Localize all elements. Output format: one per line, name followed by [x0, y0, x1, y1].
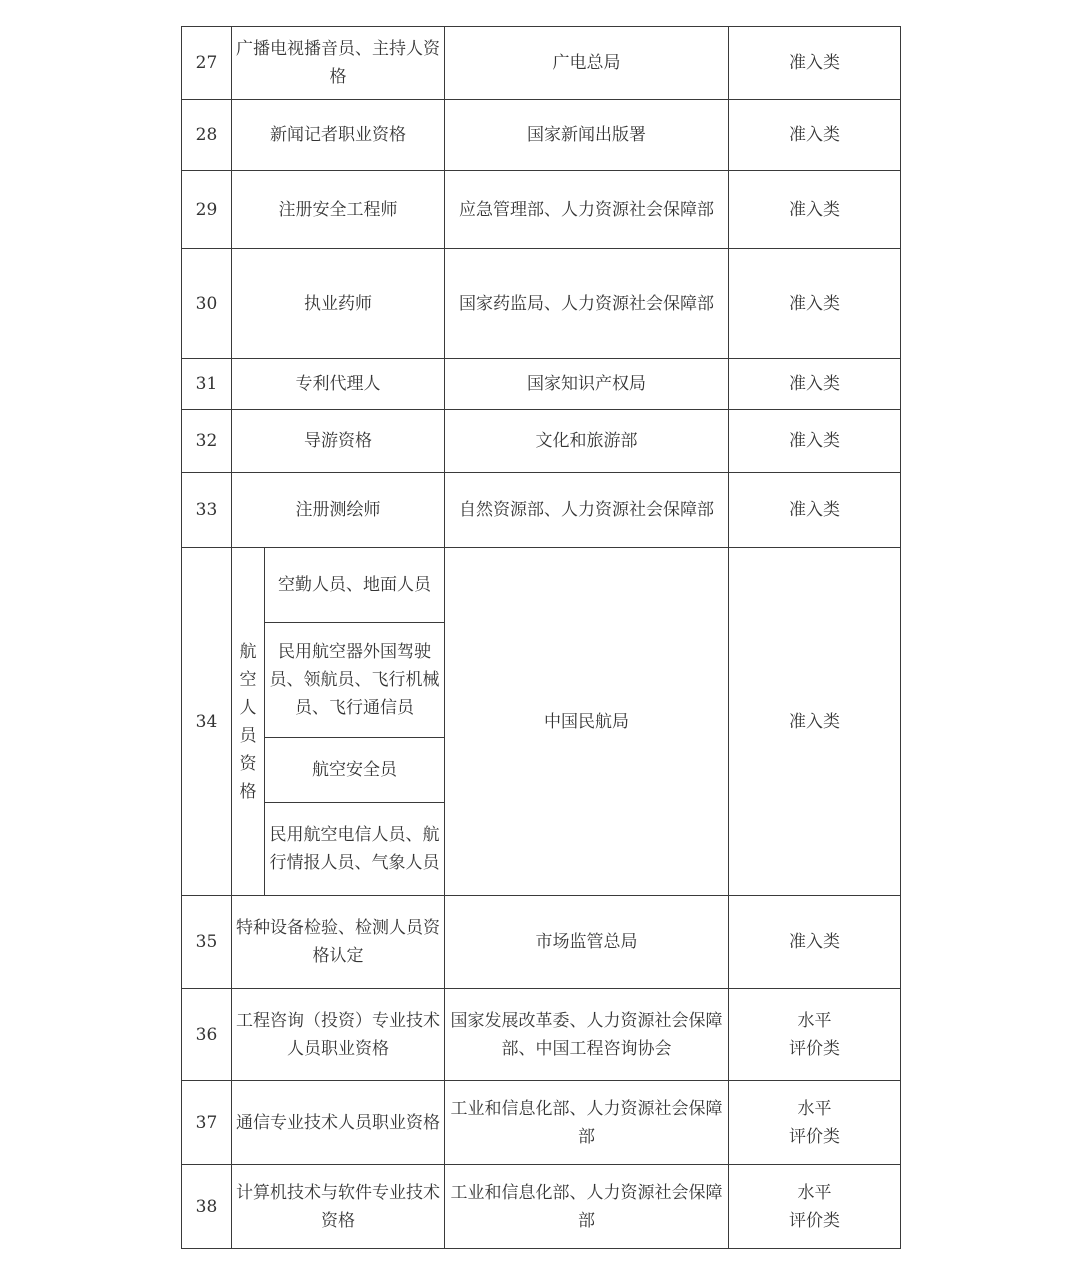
table-row [182, 896, 901, 989]
row-number: 27 [182, 27, 232, 100]
table-row [182, 171, 901, 249]
department: 市场监管总局 [445, 896, 729, 989]
qualification-name: 通信专业技术人员职业资格 [232, 1081, 445, 1165]
row-number: 35 [182, 896, 232, 989]
sub-qualification: 空勤人员、地面人员 [265, 548, 445, 623]
category: 准入类 [729, 896, 901, 989]
row-number: 28 [182, 100, 232, 171]
group-name: 航空人员资格 [239, 641, 257, 802]
row-number: 36 [182, 989, 232, 1081]
qualification-name: 专利代理人 [232, 359, 445, 410]
row-number: 29 [182, 171, 232, 249]
department: 国家药监局、人力资源社会保障部 [445, 249, 729, 359]
category: 准入类 [729, 171, 901, 249]
category: 准入类 [729, 27, 901, 100]
row-number: 34 [182, 548, 232, 896]
department: 广电总局 [445, 27, 729, 100]
department: 国家发展改革委、人力资源社会保障部、中国工程咨询协会 [445, 989, 729, 1081]
sub-qualification: 民用航空电信人员、航行情报人员、气象人员 [265, 803, 445, 896]
department: 工业和信息化部、人力资源社会保障部 [445, 1081, 729, 1165]
qualification-name: 注册安全工程师 [232, 171, 445, 249]
department: 国家知识产权局 [445, 359, 729, 410]
qualification-name: 执业药师 [232, 249, 445, 359]
table-row [182, 27, 901, 100]
department: 工业和信息化部、人力资源社会保障部 [445, 1165, 729, 1249]
row-number: 37 [182, 1081, 232, 1165]
table-row [182, 473, 901, 548]
table-row [182, 100, 901, 171]
table-row [182, 1165, 901, 1249]
category: 准入类 [729, 548, 901, 896]
qualification-name: 注册测绘师 [232, 473, 445, 548]
category: 水平 评价类 [729, 989, 901, 1081]
row-number: 32 [182, 410, 232, 473]
department: 自然资源部、人力资源社会保障部 [445, 473, 729, 548]
category: 水平 评价类 [729, 1081, 901, 1165]
table-row [182, 1081, 901, 1165]
table-row [182, 359, 901, 410]
row-number: 33 [182, 473, 232, 548]
qualification-name: 新闻记者职业资格 [232, 100, 445, 171]
row-number: 30 [182, 249, 232, 359]
category: 准入类 [729, 249, 901, 359]
department: 应急管理部、人力资源社会保障部 [445, 171, 729, 249]
category: 准入类 [729, 100, 901, 171]
department: 国家新闻出版署 [445, 100, 729, 171]
department: 文化和旅游部 [445, 410, 729, 473]
table-row [182, 410, 901, 473]
category: 准入类 [729, 410, 901, 473]
qualification-table [181, 26, 901, 1249]
qualification-name: 广播电视播音员、主持人资格 [232, 27, 445, 100]
qualification-name: 导游资格 [232, 410, 445, 473]
row-number: 31 [182, 359, 232, 410]
table-row [182, 249, 901, 359]
category: 准入类 [729, 473, 901, 548]
category: 水平 评价类 [729, 1165, 901, 1249]
qualification-name: 计算机技术与软件专业技术资格 [232, 1165, 445, 1249]
qualification-name: 特种设备检验、检测人员资格认定 [232, 896, 445, 989]
table-row [182, 548, 901, 623]
department: 中国民航局 [445, 548, 729, 896]
sub-qualification: 民用航空器外国驾驶员、领航员、飞行机械员、飞行通信员 [265, 623, 445, 738]
table-row [182, 989, 901, 1081]
qualification-name: 工程咨询（投资）专业技术人员职业资格 [232, 989, 445, 1081]
category: 准入类 [729, 359, 901, 410]
group-name-cell [232, 548, 265, 896]
row-number: 38 [182, 1165, 232, 1249]
sub-qualification: 航空安全员 [265, 738, 445, 803]
